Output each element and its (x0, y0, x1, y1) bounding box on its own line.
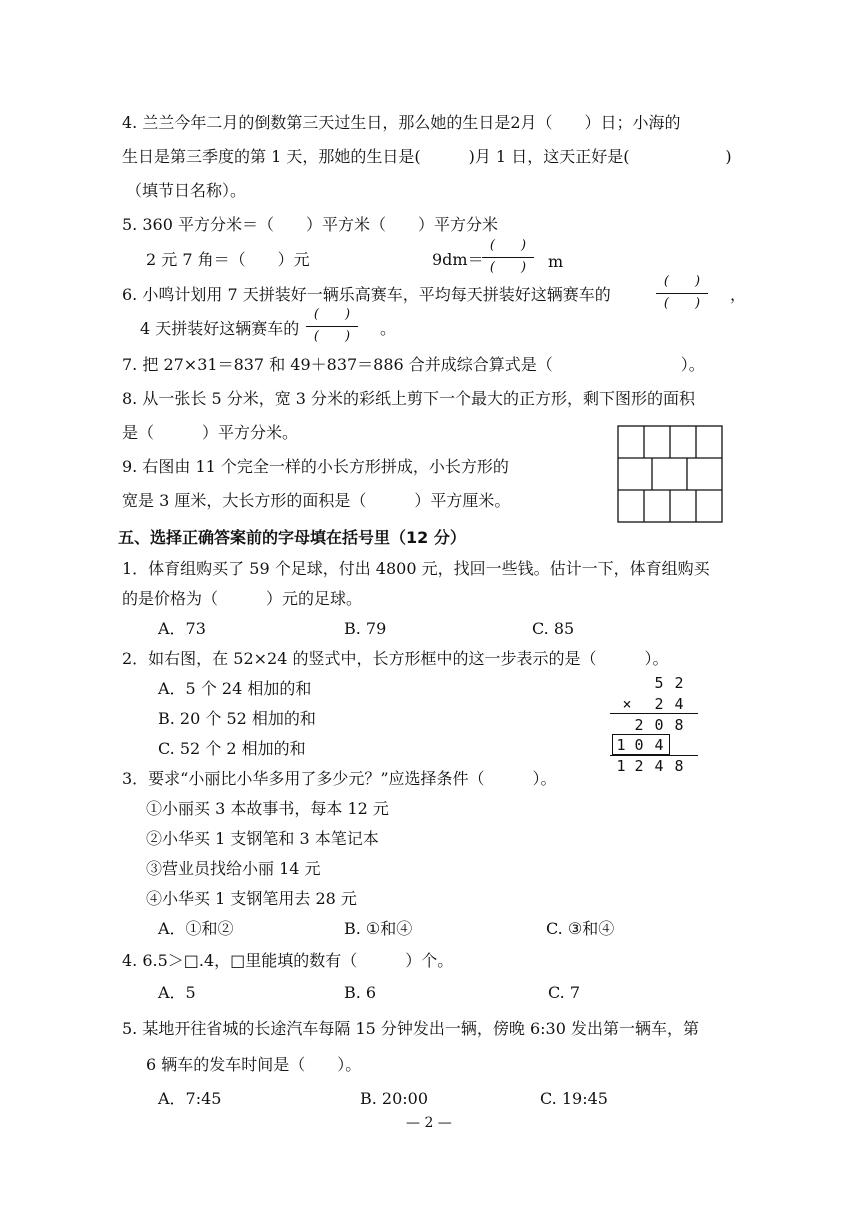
digit: 2 (674, 674, 684, 692)
q6-end: 。 (380, 319, 397, 338)
fraction-bar (482, 257, 534, 258)
c3-condition-2: ②小华买 1 支钢笔和 3 本笔记本 (146, 829, 379, 848)
q4-line3: （填节日名称）。 (126, 181, 247, 200)
fraction-numerator: ( ) (489, 238, 527, 253)
c3-option-c: C. ③和④ (546, 919, 615, 938)
digit: 4 (654, 736, 664, 754)
c5-option-b: B. 20:00 (360, 1089, 429, 1108)
c3-option-b: B. ①和④ (344, 919, 413, 938)
digit: 2 (634, 716, 644, 734)
q4-line1: 4. 兰兰今年二月的倒数第三天过生日，那么她的生日是2月（ ）日；小海的 (122, 113, 681, 132)
section-five-heading: 五、选择正确答案前的字母填在括号里（12 分） (118, 528, 466, 547)
q9-line2: 宽是 3 厘米，大长方形的面积是（ ）平方厘米。 (122, 491, 511, 510)
c5-line1: 5. 某地开往省城的长途汽车每隔 15 分钟发出一辆，傍晚 6:30 发出第一辆车，第 (122, 1019, 699, 1038)
q6-line1: 6. 小鸣计划用 7 天拼装好一辆乐高赛车，平均每天拼装好这辆赛车的 (122, 285, 611, 304)
c5-line2: 6 辆车的发车时间是（ ）。 (146, 1055, 362, 1074)
fraction-denominator: ( ) (489, 260, 527, 275)
c5-option-c: C. 19:45 (540, 1089, 608, 1108)
q5-unit: m (548, 252, 564, 271)
q5-line3: 9dm＝ (432, 250, 484, 269)
fraction-numerator: ( ) (663, 274, 701, 289)
c5-option-a: A．7:45 (158, 1089, 222, 1108)
digit: 1 (616, 736, 626, 754)
digit: 8 (674, 716, 684, 734)
digit: 2 (654, 695, 664, 713)
c3-line1: 3．要求“小丽比小华多用了多少元？”应选择条件（ ）。 (122, 769, 557, 788)
c3-condition-1: ①小丽买 3 本故事书，每本 12 元 (146, 799, 389, 818)
c4-option-a: A．5 (158, 983, 196, 1002)
fraction-blank-per-day (654, 274, 710, 314)
q7-line: 7. 把 27×31＝837 和 49＋837＝886 合并成综合算式是（ ）。 (122, 355, 705, 374)
q4-line2: 生日是第三季度的第 1 天，那她的生日是( )月 1 日，这天正好是( ) (122, 147, 732, 166)
rectangle-tiling-figure (616, 424, 724, 524)
c4-option-b: B. 6 (344, 983, 377, 1002)
line-one (610, 713, 698, 714)
c1-option-c: C. 85 (532, 619, 575, 638)
c2-option-a: A．5 个 24 相加的和 (158, 679, 312, 698)
q8-line2: 是（ ）平方分米。 (122, 423, 299, 442)
q8-line1: 8. 从一张长 5 分米，宽 3 分米的彩纸上剪下一个最大的正方形，剩下图形的面积 (122, 389, 696, 408)
fraction-denominator: ( ) (663, 296, 701, 311)
q6-line2: 4 天拼装好这辆赛车的 (140, 319, 300, 338)
fraction-blank-dm (480, 238, 536, 278)
c2-option-b: B. 20 个 52 相加的和 (158, 709, 316, 728)
q6-comma: ， (730, 285, 747, 304)
fraction-numerator: ( ) (313, 307, 351, 322)
c3-option-a: A．①和② (158, 919, 234, 938)
q5-line1: 5. 360 平方分米＝（ ）平方米（ ）平方分米 (122, 215, 498, 234)
multiply-sign: × (622, 695, 632, 713)
c4-option-c: C. 7 (548, 983, 581, 1002)
c1-option-b: B. 79 (344, 619, 387, 638)
page-number: — 2 — (406, 1115, 452, 1131)
c1-line1: 1．体育组购买了 59 个足球，付出 4800 元，找回一些钱。估计一下，体育组购买 (122, 559, 710, 578)
vertical-multiplication (610, 672, 702, 776)
digit: 0 (654, 716, 664, 734)
c3-condition-3: ③营业员找给小丽 14 元 (146, 859, 321, 878)
c1-option-a: A．73 (158, 619, 206, 638)
digit: 2 (634, 757, 644, 775)
q5-line2: 2 元 7 角＝（ ）元 (146, 250, 310, 269)
fraction-bar (656, 293, 708, 294)
digit: 5 (654, 674, 664, 692)
fraction-blank-four-days (304, 307, 360, 347)
line-two (610, 755, 698, 756)
c2-option-c: C. 52 个 2 相加的和 (158, 739, 306, 758)
fraction-denominator: ( ) (313, 329, 351, 344)
digit: 0 (634, 736, 644, 754)
digit: 4 (654, 757, 664, 775)
digit: 4 (674, 695, 684, 713)
digit: 1 (616, 757, 626, 775)
c2-line1: 2．如右图，在 52×24 的竖式中，长方形框中的这一步表示的是（ ）。 (122, 649, 669, 668)
q9-line1: 9. 右图由 11 个完全一样的小长方形拼成，小长方形的 (122, 457, 509, 476)
digit: 8 (674, 757, 684, 775)
c1-line2: 的是价格为（ ）元的足球。 (122, 589, 363, 608)
c3-condition-4: ④小华买 1 支钢笔用去 28 元 (146, 889, 357, 908)
fraction-bar (306, 326, 358, 327)
c4-line1: 4. 6.5＞□.4，□里能填的数有（ ）个。 (122, 951, 454, 970)
